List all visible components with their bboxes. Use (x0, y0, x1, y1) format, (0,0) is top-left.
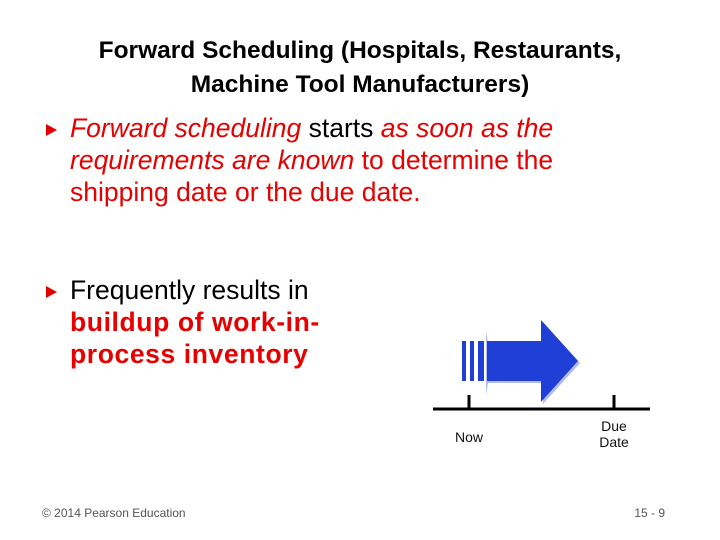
due-date-label (589, 418, 639, 450)
page-number: 15 - 9 (634, 506, 665, 520)
arrow-tail-stripe-3 (478, 341, 484, 381)
term-forward-scheduling: Forward scheduling (70, 113, 302, 143)
forward-arrow-icon (487, 320, 578, 402)
copyright-footer: © 2014 Pearson Education (42, 506, 186, 520)
bullet2-line-2: buildup of work-in- (70, 307, 320, 337)
title-line-2: Machine Tool Manufacturers) (190, 71, 530, 98)
due-label-line-1: Due (601, 418, 627, 434)
bullet1-text-requirements: requirements are known (70, 145, 355, 175)
title-line-1: Forward Scheduling (Hospitals, Restaurants, (98, 37, 622, 64)
due-label-line-2: Date (599, 434, 629, 450)
arrow-tail-stripe-2 (470, 341, 474, 381)
arrow-tail-stripe-1 (462, 341, 466, 381)
bullet1-text-to-determine: to determine the (354, 145, 554, 175)
bullet1-text-as-soon: as soon as the (380, 113, 554, 143)
now-label: Now (454, 429, 483, 445)
bullet1-text-starts: starts (301, 113, 381, 143)
bullet2-line-1: Frequently results in (70, 275, 309, 305)
bullet1-line-3: shipping date or the due date. (70, 177, 421, 207)
bullet2-line-3: process inventory (70, 339, 309, 369)
